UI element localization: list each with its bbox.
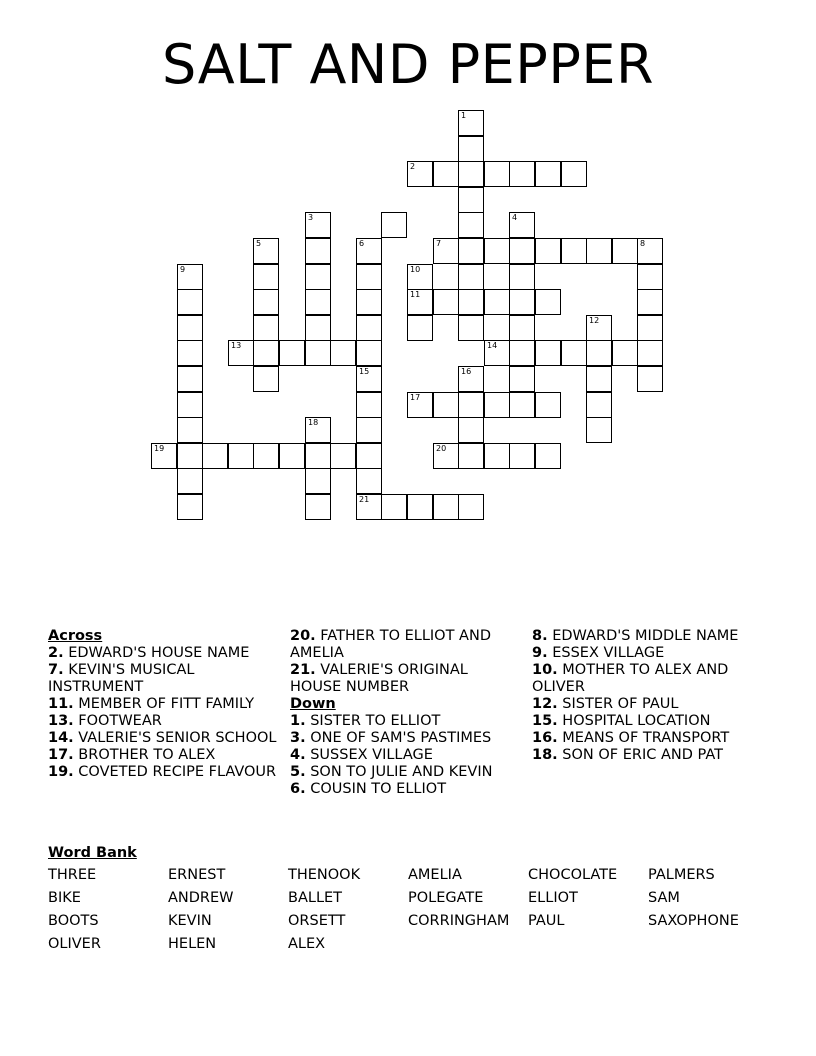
- grid-cell[interactable]: [253, 264, 279, 290]
- grid-cell[interactable]: [458, 187, 484, 213]
- cell-number: 14: [487, 341, 498, 350]
- grid-cell[interactable]: [586, 340, 612, 366]
- grid-cell[interactable]: [484, 443, 510, 469]
- grid-cell[interactable]: [535, 161, 561, 187]
- grid-cell[interactable]: [458, 315, 484, 341]
- grid-cell[interactable]: [612, 340, 638, 366]
- word-bank-word: SAXOPHONE: [648, 913, 739, 929]
- grid-cell[interactable]: [535, 289, 561, 315]
- cell-number: 7: [436, 239, 442, 248]
- clue-item: [290, 662, 522, 696]
- grid-cell[interactable]: [253, 366, 279, 392]
- cell-number: 6: [359, 239, 365, 248]
- grid-cell[interactable]: [305, 494, 331, 520]
- grid-cell[interactable]: [330, 443, 356, 469]
- grid-cell[interactable]: [458, 110, 484, 136]
- grid-cell[interactable]: [407, 289, 433, 315]
- word-bank-word: OLIVER: [48, 936, 101, 952]
- word-bank-word: ERNEST: [168, 867, 226, 883]
- grid-cell[interactable]: [509, 264, 535, 290]
- clue-number: 20.: [290, 628, 316, 644]
- clue-number: 8.: [532, 628, 548, 644]
- clue-text: MEANS OF TRANSPORT: [562, 730, 730, 746]
- grid-cell[interactable]: [561, 238, 587, 264]
- grid-cell[interactable]: [305, 417, 331, 443]
- grid-cell[interactable]: [433, 443, 459, 469]
- grid-cell[interactable]: [433, 289, 459, 315]
- grid-cell[interactable]: [637, 315, 663, 341]
- clue-text: FATHER TO ELLIOT AND AMELIA: [290, 628, 491, 661]
- word-bank-word: PALMERS: [648, 867, 715, 883]
- cell-number: 13: [231, 341, 242, 350]
- clue-number: 18.: [532, 747, 558, 763]
- cell-number: 10: [410, 265, 421, 274]
- clue-text: HOSPITAL LOCATION: [562, 713, 711, 729]
- clue-item: [48, 713, 280, 730]
- grid-cell[interactable]: [484, 392, 510, 418]
- grid-cell[interactable]: [356, 468, 382, 494]
- grid-cell[interactable]: [177, 264, 203, 290]
- clue-text: SON TO JULIE AND KEVIN: [310, 764, 493, 780]
- word-bank-word: ELLIOT: [528, 890, 578, 906]
- grid-cell[interactable]: [253, 289, 279, 315]
- grid-cell[interactable]: [586, 238, 612, 264]
- word-bank-word: BALLET: [288, 890, 343, 906]
- clue-item: [48, 730, 280, 747]
- grid-cell[interactable]: [637, 238, 663, 264]
- clue-text: SUSSEX VILLAGE: [310, 747, 433, 763]
- clue-item: [48, 645, 280, 662]
- grid-cell[interactable]: [535, 392, 561, 418]
- grid-cell[interactable]: [177, 340, 203, 366]
- grid-cell[interactable]: [458, 417, 484, 443]
- grid-cell[interactable]: [509, 212, 535, 238]
- clue-item: [532, 713, 764, 730]
- clue-number: 17.: [48, 747, 74, 763]
- grid-cell[interactable]: [509, 392, 535, 418]
- word-bank-word: ANDREW: [168, 890, 234, 906]
- word-bank-word: HELEN: [168, 936, 217, 952]
- grid-cell[interactable]: [637, 340, 663, 366]
- clue-item: [532, 628, 764, 645]
- cell-number: 2: [410, 162, 416, 171]
- grid-cell[interactable]: [509, 238, 535, 264]
- clue-item: [290, 781, 522, 798]
- clue-item: [532, 662, 764, 696]
- grid-cell[interactable]: [305, 443, 331, 469]
- grid-cell[interactable]: [177, 468, 203, 494]
- grid-cell[interactable]: [381, 212, 407, 238]
- across-heading: Across: [48, 628, 103, 644]
- word-bank-word: ORSETT: [288, 913, 346, 929]
- grid-cell[interactable]: [535, 443, 561, 469]
- grid-cell[interactable]: [561, 340, 587, 366]
- word-bank-word: AMELIA: [408, 867, 462, 883]
- clue-item: [532, 696, 764, 713]
- grid-cell[interactable]: [458, 494, 484, 520]
- clue-text: ONE OF SAM'S PASTIMES: [310, 730, 492, 746]
- clue-text: COUSIN TO ELLIOT: [310, 781, 447, 797]
- grid-cell[interactable]: [637, 264, 663, 290]
- word-bank-heading: Word Bank: [48, 845, 137, 861]
- grid-cell[interactable]: [356, 315, 382, 341]
- grid-cell[interactable]: [177, 494, 203, 520]
- word-bank-word: ALEX: [288, 936, 326, 952]
- grid-cell[interactable]: [407, 392, 433, 418]
- clue-item: [290, 747, 522, 764]
- grid-cell[interactable]: [586, 366, 612, 392]
- grid-cell[interactable]: [330, 340, 356, 366]
- clue-number: 16.: [532, 730, 558, 746]
- clue-item: [48, 747, 280, 764]
- puzzle-title: SALT AND PEPPER: [161, 33, 655, 96]
- grid-cell[interactable]: [458, 161, 484, 187]
- word-bank-word: BIKE: [48, 890, 81, 906]
- grid-cell[interactable]: [253, 238, 279, 264]
- word-bank-word: PAUL: [528, 913, 565, 929]
- grid-cell[interactable]: [484, 238, 510, 264]
- clue-number: 2.: [48, 645, 64, 661]
- clue-item: [532, 730, 764, 747]
- grid-cell[interactable]: [407, 494, 433, 520]
- clue-item: [290, 713, 522, 730]
- grid-cell[interactable]: [407, 161, 433, 187]
- clue-item: [48, 764, 280, 781]
- grid-cell[interactable]: [458, 136, 484, 162]
- cell-number: 16: [461, 367, 472, 376]
- grid-cell[interactable]: [484, 340, 510, 366]
- grid-cell[interactable]: [509, 315, 535, 341]
- cell-number: 4: [512, 213, 518, 222]
- grid-cell[interactable]: [407, 315, 433, 341]
- grid-cell[interactable]: [535, 238, 561, 264]
- clue-text: FOOTWEAR: [78, 713, 162, 729]
- grid-cell[interactable]: [484, 289, 510, 315]
- cell-number: 20: [436, 444, 447, 453]
- clue-number: 14.: [48, 730, 74, 746]
- grid-cell[interactable]: [356, 392, 382, 418]
- clue-number: 7.: [48, 662, 64, 678]
- clue-item: [48, 696, 280, 713]
- grid-cell[interactable]: [356, 289, 382, 315]
- clue-number: 10.: [532, 662, 558, 678]
- grid-cell[interactable]: [458, 392, 484, 418]
- clue-number: 9.: [532, 645, 548, 661]
- clue-text: EDWARD'S MIDDLE NAME: [552, 628, 739, 644]
- clue-number: 6.: [290, 781, 306, 797]
- word-bank-word: BOOTS: [48, 913, 99, 929]
- grid-cell[interactable]: [177, 417, 203, 443]
- clue-text: VALERIE'S ORIGINAL HOUSE NUMBER: [290, 662, 468, 695]
- grid-cell[interactable]: [177, 289, 203, 315]
- clue-text: ESSEX VILLAGE: [552, 645, 665, 661]
- grid-cell[interactable]: [305, 212, 331, 238]
- clue-number: 19.: [48, 764, 74, 780]
- clue-text: SON OF ERIC AND PAT: [562, 747, 723, 763]
- clue-text: MEMBER OF FITT FAMILY: [78, 696, 255, 712]
- down-heading: Down: [290, 696, 336, 712]
- grid-cell[interactable]: [509, 366, 535, 392]
- grid-cell[interactable]: [535, 340, 561, 366]
- word-bank-word: POLEGATE: [408, 890, 484, 906]
- clue-number: 3.: [290, 730, 306, 746]
- grid-cell[interactable]: [305, 315, 331, 341]
- cell-number: 11: [410, 290, 421, 299]
- grid-cell[interactable]: [228, 443, 254, 469]
- word-bank-word: SAM: [648, 890, 680, 906]
- grid-cell[interactable]: [458, 289, 484, 315]
- cell-number: 17: [410, 393, 421, 402]
- grid-cell[interactable]: [509, 443, 535, 469]
- clue-number: 5.: [290, 764, 306, 780]
- grid-cell[interactable]: [509, 161, 535, 187]
- grid-cell[interactable]: [177, 366, 203, 392]
- grid-cell[interactable]: [356, 238, 382, 264]
- grid-cell[interactable]: [253, 443, 279, 469]
- clue-text: EDWARD'S HOUSE NAME: [68, 645, 250, 661]
- clue-column-3: [532, 628, 764, 764]
- cell-number: 9: [180, 265, 186, 274]
- clue-number: 1.: [290, 713, 306, 729]
- grid-cell[interactable]: [253, 315, 279, 341]
- clue-item: [290, 628, 522, 662]
- cell-number: 21: [359, 495, 370, 504]
- grid-cell[interactable]: [381, 494, 407, 520]
- cell-number: 19: [154, 444, 165, 453]
- grid-cell[interactable]: [458, 264, 484, 290]
- clue-item: [48, 662, 280, 696]
- clue-text: SISTER OF PAUL: [562, 696, 679, 712]
- clue-number: 15.: [532, 713, 558, 729]
- cell-number: 8: [640, 239, 646, 248]
- clue-text: BROTHER TO ALEX: [78, 747, 216, 763]
- grid-cell[interactable]: [458, 443, 484, 469]
- word-bank-word: KEVIN: [168, 913, 212, 929]
- grid-cell[interactable]: [637, 289, 663, 315]
- clue-column-2: [290, 628, 522, 798]
- cell-number: 15: [359, 367, 370, 376]
- clue-item: [532, 645, 764, 662]
- grid-cell[interactable]: [484, 161, 510, 187]
- grid-cell[interactable]: [433, 494, 459, 520]
- clue-item: [532, 747, 764, 764]
- clue-text: KEVIN'S MUSICAL INSTRUMENT: [48, 662, 195, 695]
- word-bank-word: CHOCOLATE: [528, 867, 618, 883]
- clue-text: SISTER TO ELLIOT: [310, 713, 441, 729]
- cell-number: 3: [308, 213, 314, 222]
- clue-column-1: [48, 628, 280, 781]
- grid-cell[interactable]: [561, 161, 587, 187]
- grid-cell[interactable]: [356, 494, 382, 520]
- clue-number: 11.: [48, 696, 74, 712]
- grid-cell[interactable]: [202, 443, 228, 469]
- grid-cell[interactable]: [356, 366, 382, 392]
- grid-cell[interactable]: [509, 340, 535, 366]
- grid-cell[interactable]: [356, 264, 382, 290]
- grid-cell[interactable]: [433, 238, 459, 264]
- grid-cell[interactable]: [279, 443, 305, 469]
- grid-cell[interactable]: [458, 366, 484, 392]
- grid-cell[interactable]: [151, 443, 177, 469]
- grid-cell[interactable]: [433, 392, 459, 418]
- grid-cell[interactable]: [305, 340, 331, 366]
- grid-cell[interactable]: [305, 238, 331, 264]
- grid-cell[interactable]: [279, 340, 305, 366]
- cell-number: 5: [256, 239, 262, 248]
- clue-number: 13.: [48, 713, 74, 729]
- grid-cell[interactable]: [586, 315, 612, 341]
- grid-cell[interactable]: [177, 443, 203, 469]
- grid-cell[interactable]: [356, 417, 382, 443]
- word-bank-word: THENOOK: [288, 867, 361, 883]
- clue-number: 4.: [290, 747, 306, 763]
- grid-cell[interactable]: [228, 340, 254, 366]
- cell-number: 12: [589, 316, 600, 325]
- clue-number: 21.: [290, 662, 316, 678]
- grid-cell[interactable]: [356, 443, 382, 469]
- grid-cell[interactable]: [586, 417, 612, 443]
- cell-number: 18: [308, 418, 319, 427]
- grid-cell[interactable]: [305, 289, 331, 315]
- clue-text: COVETED RECIPE FLAVOUR: [78, 764, 277, 780]
- grid-cell[interactable]: [612, 238, 638, 264]
- grid-cell[interactable]: [177, 315, 203, 341]
- clue-text: MOTHER TO ALEX AND OLIVER: [532, 662, 729, 695]
- grid-cell[interactable]: [586, 392, 612, 418]
- clue-item: [290, 730, 522, 747]
- clue-item: [290, 764, 522, 781]
- clue-text: VALERIE'S SENIOR SCHOOL: [78, 730, 277, 746]
- word-bank-word: CORRINGHAM: [408, 913, 510, 929]
- grid-cell[interactable]: [253, 340, 279, 366]
- cell-number: 1: [461, 111, 467, 120]
- grid-cell[interactable]: [433, 161, 459, 187]
- grid-cell[interactable]: [177, 392, 203, 418]
- grid-cell[interactable]: [509, 289, 535, 315]
- clue-number: 12.: [532, 696, 558, 712]
- grid-cell[interactable]: [305, 264, 331, 290]
- grid-cell[interactable]: [458, 212, 484, 238]
- grid-cell[interactable]: [458, 238, 484, 264]
- grid-cell[interactable]: [637, 366, 663, 392]
- grid-cell[interactable]: [407, 264, 433, 290]
- grid-cell[interactable]: [356, 340, 382, 366]
- word-bank-word: THREE: [48, 867, 97, 883]
- grid-cell[interactable]: [305, 468, 331, 494]
